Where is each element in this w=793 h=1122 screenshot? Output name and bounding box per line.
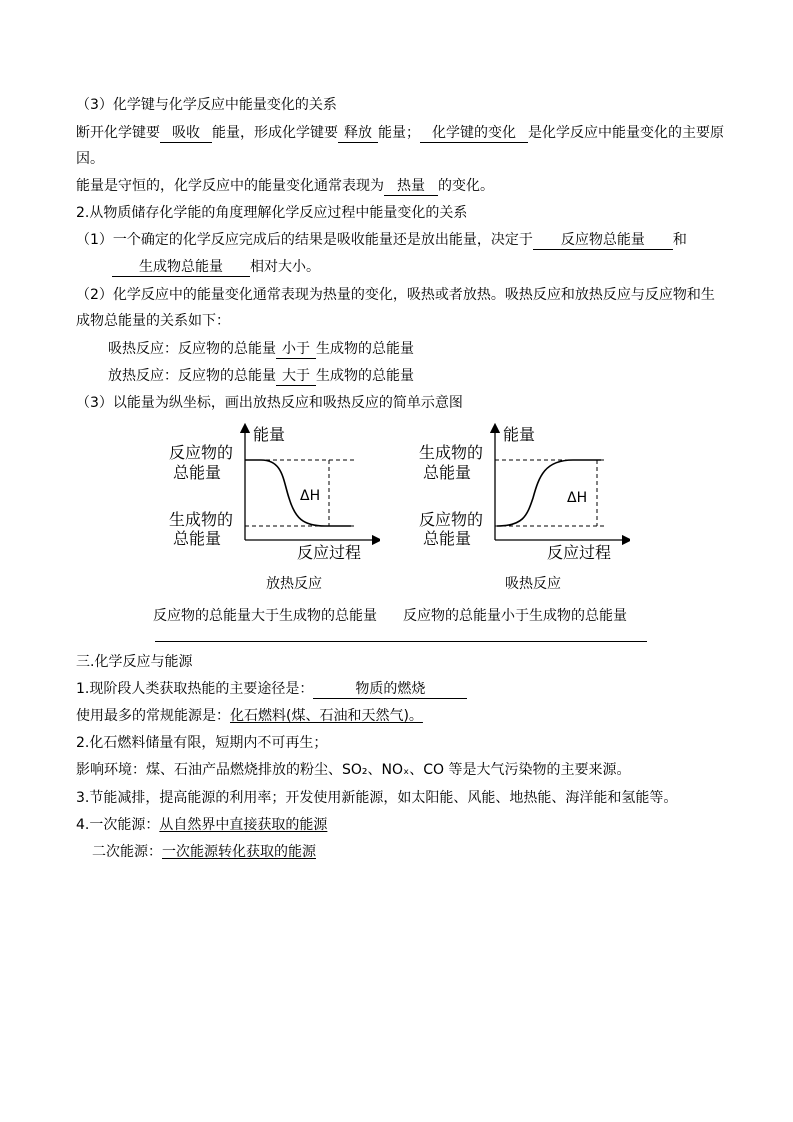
text: 放热反应：反应物的总能量 (108, 368, 276, 384)
relation-line: （2）化学反应中的能量变化通常表现为热量的变化，吸热或者放热。吸热反应和放热反应与反应物和生 (76, 287, 715, 303)
fossil-limited-line: 2.化石燃料储量有限，短期内不可再生； (76, 735, 328, 751)
text: 使用最多的常规能源是： (76, 708, 230, 724)
answer-combustion: 物质的燃烧 (313, 680, 467, 699)
bond-energy-line-cont: 因。 (76, 151, 104, 167)
text: 能量是守恒的，化学反应中的能量变化通常表现为 (76, 178, 384, 194)
answer-greater-than: 大于 (276, 367, 316, 386)
text: 能量，形成化学键要 (212, 125, 338, 141)
secondary-energy-line (92, 842, 316, 862)
energy-curve (245, 460, 351, 526)
heat-source-line (76, 679, 467, 699)
delta-h-label: ΔH (567, 490, 588, 506)
bond-energy-line (76, 123, 724, 143)
exothermic-caption: 放热反应 (266, 576, 322, 592)
environment-line: 影响环境：煤、石油产品燃烧排放的粉尘、SO₂、NOₓ、CO 等是大气污染物的主要来源。 (76, 762, 631, 778)
text: 能量； (378, 125, 420, 141)
x-axis-label: 反应过程 (297, 543, 362, 562)
top-level-label-2: 总能量 (173, 463, 222, 482)
top-level-label-1: 反应物的 (169, 443, 234, 462)
exothermic-line (108, 366, 414, 386)
top-level-label-1: 生成物的 (419, 443, 484, 462)
summary-endothermic: 反应物的总能量小于生成物的总能量 (403, 608, 627, 624)
relation-line-cont: 成物总能量的关系如下： (76, 313, 230, 329)
endothermic-line (108, 339, 414, 359)
text: 断开化学键要 (76, 125, 160, 141)
answer-secondary-energy: 一次能源转化获取的能源 (162, 844, 316, 860)
y-axis-label: 能量 (503, 425, 536, 444)
text: （1）一个确定的化学反应完成后的结果是吸收能量还是放出能量，决定于 (76, 232, 533, 248)
answer-absorb: 吸收 (160, 124, 212, 143)
section-3-heading: （3）化学键与化学反应中能量变化的关系 (76, 97, 337, 113)
answer-less-than: 小于 (276, 340, 316, 359)
exothermic-diagram (165, 420, 380, 565)
text: 生成物的总能量 (316, 368, 414, 384)
answer-bond-change: 化学键的变化 (420, 124, 528, 143)
decide-line (76, 230, 687, 250)
diagram-instruction: （3）以能量为纵坐标，画出放热反应和吸热反应的简单示意图 (76, 395, 463, 411)
conservation-line (76, 176, 494, 196)
answer-product-energy: 生成物总能量 (112, 258, 250, 277)
x-axis-label: 反应过程 (547, 543, 612, 562)
endothermic-diagram (415, 420, 630, 565)
text: 是化学反应中能量变化的主要原 (528, 125, 724, 141)
answer-release: 释放 (338, 124, 378, 143)
section-2-heading: 2.从物质储存化学能的角度理解化学反应过程中能量变化的关系 (76, 205, 468, 221)
section-three-heading: 三.化学反应与能源 (76, 654, 193, 670)
bottom-level-label-2: 总能量 (173, 529, 222, 548)
summary-exothermic: 反应物的总能量大于生成物的总能量 (153, 608, 377, 624)
endothermic-caption: 吸热反应 (505, 576, 561, 592)
bottom-level-label-1: 反应物的 (419, 510, 484, 529)
text: 生成物的总能量 (316, 341, 414, 357)
text: 二次能源： (92, 844, 162, 860)
text: 的变化。 (438, 178, 494, 194)
summary-underline (155, 641, 647, 642)
energy-saving-line: 3.节能减排，提高能源的利用率；开发使用新能源，如太阳能、风能、地热能、海洋能和氢能等。 (76, 790, 678, 806)
top-level-label-2: 总能量 (423, 463, 472, 482)
text: 相对大小。 (250, 259, 320, 275)
primary-energy-line (76, 815, 327, 835)
bottom-level-label-2: 总能量 (423, 529, 472, 548)
text: 4.一次能源： (76, 817, 160, 833)
common-energy-line (76, 706, 423, 726)
text: 1.现阶段人类获取热能的主要途径是： (76, 681, 314, 697)
delta-h-label: ΔH (300, 488, 321, 504)
answer-primary-energy: 从自然界中直接获取的能源 (159, 817, 328, 833)
y-axis-label: 能量 (253, 425, 286, 444)
decide-line-cont (112, 257, 320, 277)
answer-fossil-fuels: 化石燃料(煤、石油和天然气)。 (230, 708, 423, 724)
bottom-level-label-1: 生成物的 (169, 510, 234, 529)
text: 吸热反应：反应物的总能量 (108, 341, 276, 357)
answer-reactant-energy: 反应物总能量 (533, 231, 673, 250)
answer-heat: 热量 (384, 177, 438, 196)
text: 和 (672, 232, 687, 248)
